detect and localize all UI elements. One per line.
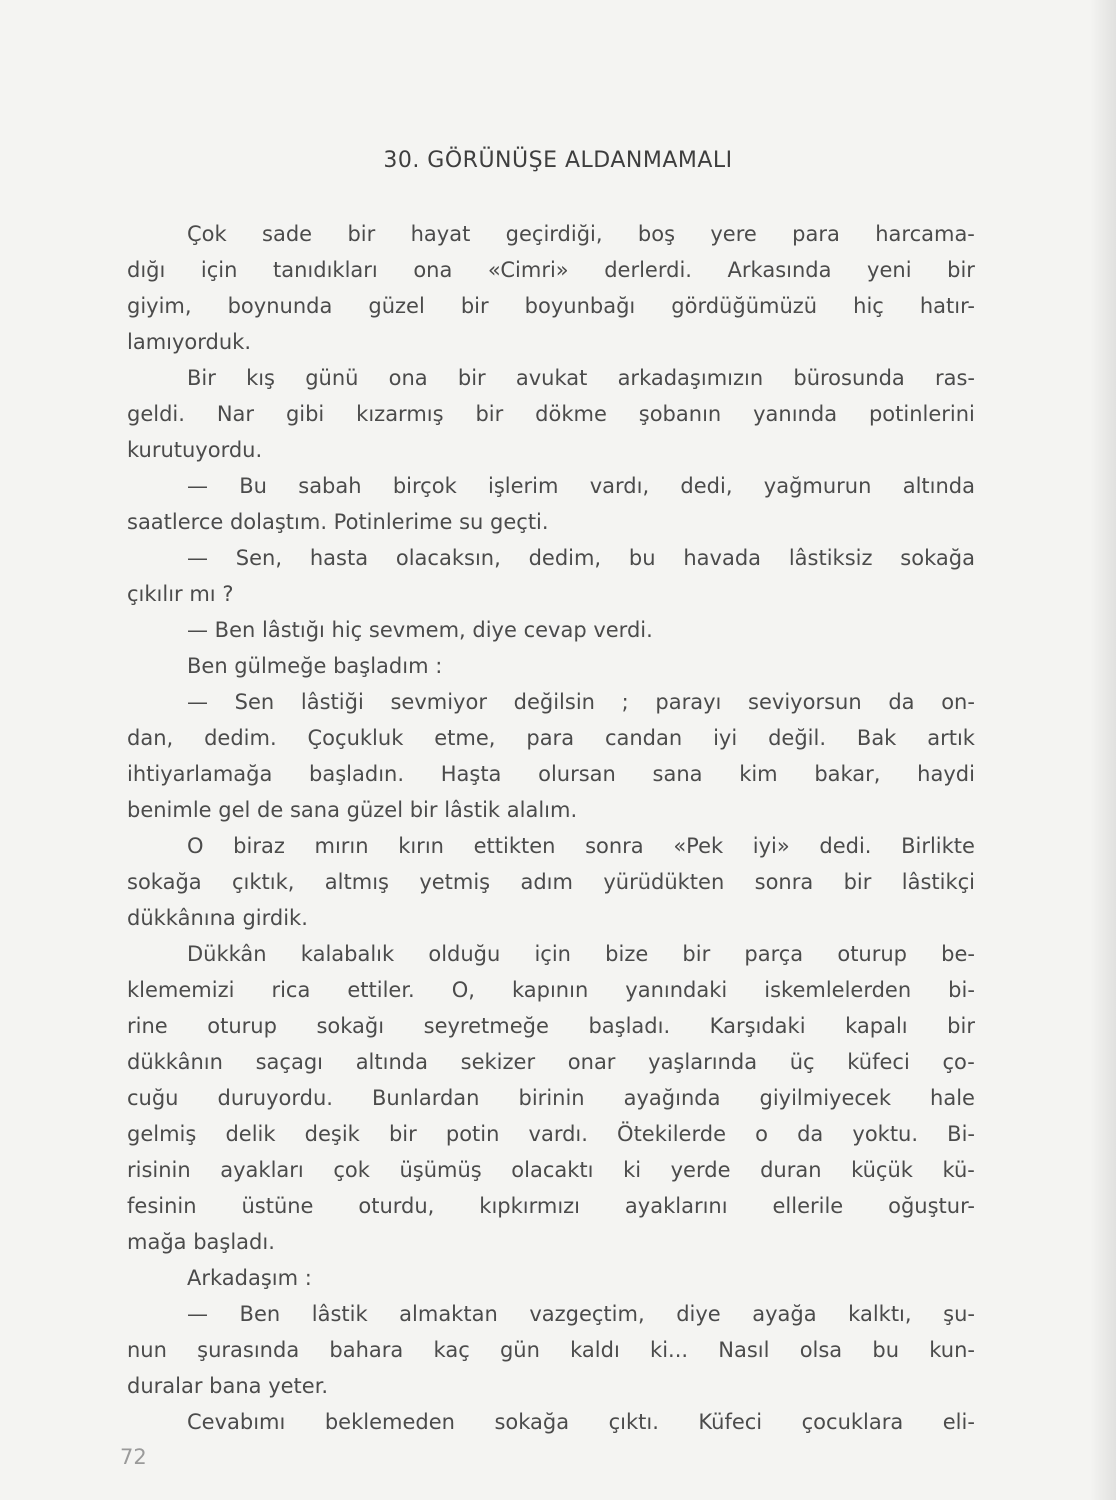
word: Birlikte: [901, 834, 975, 858]
word: olsa: [799, 1338, 843, 1362]
word: ihtiyarlamağa: [127, 762, 273, 786]
word: deşik: [304, 1122, 360, 1146]
word: hale: [930, 1086, 975, 1110]
word: ço-: [942, 1050, 975, 1074]
word: işlerim: [488, 474, 559, 498]
word: biraz: [233, 834, 285, 858]
word: bir: [843, 870, 872, 894]
word: geldi.: [127, 402, 185, 426]
word: yanındaki: [625, 978, 728, 1002]
word: klememizi: [127, 978, 235, 1002]
word: Bi-: [947, 1122, 975, 1146]
word: günü: [305, 366, 359, 390]
text-line: [127, 684, 975, 720]
word: altmış: [324, 870, 389, 894]
word: şu-: [943, 1302, 975, 1326]
word: sekizer: [460, 1050, 536, 1074]
word: sana: [652, 762, 703, 786]
word: da: [797, 1122, 824, 1146]
word: giyilmiyecek: [759, 1086, 892, 1110]
word: yanında: [753, 402, 838, 426]
word: yoktu.: [852, 1122, 919, 1146]
text-line: [127, 828, 975, 864]
word: bu: [628, 546, 656, 570]
text-line: [127, 540, 975, 576]
word: avukat: [515, 366, 588, 390]
text-line: çıkılır mı ?: [127, 582, 234, 606]
word: kü-: [942, 1158, 975, 1182]
word: lâstik: [311, 1302, 368, 1326]
word: vardı.: [528, 1122, 588, 1146]
word: kapalı: [845, 1014, 908, 1038]
word: eli-: [942, 1410, 975, 1434]
word: Sen: [234, 690, 275, 714]
word: mırın: [314, 834, 369, 858]
word: potinlerini: [868, 402, 975, 426]
word: hatır-: [919, 294, 975, 318]
word: dedim.: [204, 726, 277, 750]
word: kapının: [511, 978, 589, 1002]
text-line: dükkânına girdik.: [127, 906, 308, 930]
text-line: [127, 864, 975, 900]
word: sabah: [298, 474, 362, 498]
word: adım: [520, 870, 573, 894]
word: potin: [445, 1122, 500, 1146]
word: beklemeden: [324, 1410, 455, 1434]
word: kun-: [929, 1338, 975, 1362]
word: ayağında: [623, 1086, 721, 1110]
word: saçagı: [255, 1050, 323, 1074]
text-line: — Ben lâstığı hiç sevmem, diye cevap verdi.: [187, 618, 653, 642]
word: yere: [710, 222, 757, 246]
word: —: [187, 1302, 208, 1326]
word: kış: [246, 366, 275, 390]
word: harcama-: [875, 222, 975, 246]
word: bürosunda: [793, 366, 905, 390]
word: bakar,: [814, 762, 881, 786]
word: ayakları: [220, 1158, 304, 1182]
word: bize: [605, 942, 649, 966]
word: vardı,: [589, 474, 650, 498]
word: gördüğümüzü: [671, 294, 818, 318]
word: Bak: [856, 726, 897, 750]
word: vazgeçtim,: [529, 1302, 645, 1326]
word: hayat: [410, 222, 471, 246]
word: Sen,: [235, 546, 283, 570]
word: kıpkırmızı: [479, 1194, 581, 1218]
word: Çok: [187, 222, 227, 246]
word: dedim,: [528, 546, 602, 570]
word: «Cimri»: [487, 258, 569, 282]
text-line: benimle gel de sana güzel bir lâstik alalım.: [127, 798, 578, 822]
word: bir: [475, 402, 504, 426]
word: yağmurun: [763, 474, 872, 498]
word: ellerile: [772, 1194, 844, 1218]
word: hasta: [309, 546, 369, 570]
word: derlerdi.: [604, 258, 692, 282]
text-line: [127, 360, 975, 396]
word: oğuştur-: [888, 1194, 975, 1218]
word: para: [792, 222, 840, 246]
word: lâstiği: [300, 690, 364, 714]
word: oturdu,: [358, 1194, 435, 1218]
word: «Pek: [673, 834, 724, 858]
word: değilsin: [513, 690, 595, 714]
word: küfeci: [847, 1050, 910, 1074]
text-line: [127, 1296, 975, 1332]
text-line: [127, 1332, 975, 1368]
text-line: Ben gülmeğe başladım :: [187, 654, 443, 678]
word: candan: [604, 726, 683, 750]
word: gibi: [285, 402, 325, 426]
word: rine: [127, 1014, 168, 1038]
word: —: [187, 690, 208, 714]
word: Bunlardan: [371, 1086, 480, 1110]
word: para: [526, 726, 575, 750]
text-line: lamıyorduk.: [127, 330, 252, 354]
word: duruyordu.: [217, 1086, 333, 1110]
word: dedi,: [680, 474, 733, 498]
word: Ben: [239, 1302, 281, 1326]
word: boş: [637, 222, 676, 246]
word: Dükkân: [187, 942, 267, 966]
word: Nasıl: [718, 1338, 770, 1362]
word: Ötekilerde: [617, 1122, 726, 1146]
word: sokağa: [494, 1410, 570, 1434]
word: ettikten: [473, 834, 556, 858]
word: ona: [413, 258, 453, 282]
text-line: [127, 1044, 975, 1080]
page-number: 72: [120, 1445, 147, 1469]
text-line: saatlerce dolaştım. Potinlerime su geçti.: [127, 510, 549, 534]
word: dığı: [127, 258, 166, 282]
word: delik: [225, 1122, 276, 1146]
chapter-title: 30. GÖRÜNÜŞE ALDANMAMALI: [383, 148, 733, 173]
word: yeni: [867, 258, 912, 282]
word: birçok: [392, 474, 457, 498]
word: seviyorsun: [748, 690, 862, 714]
text-line: [127, 756, 975, 792]
word: diye: [676, 1302, 721, 1326]
word: dökme: [535, 402, 607, 426]
word: iskemlelerden: [764, 978, 912, 1002]
word: sokağa: [127, 870, 202, 894]
word: sonra: [585, 834, 644, 858]
word: havada: [683, 546, 762, 570]
word: sokağa: [900, 546, 975, 570]
word: be-: [941, 942, 975, 966]
word: başladı.: [588, 1014, 671, 1038]
word: kalabalık: [300, 942, 395, 966]
word: boynunda: [227, 294, 333, 318]
word: çıktık,: [232, 870, 295, 894]
word: olursan: [538, 762, 616, 786]
word: ki...: [650, 1338, 689, 1362]
word: seyretmeğe: [423, 1014, 549, 1038]
text-line: mağa başladı.: [127, 1230, 275, 1254]
word: başladın.: [309, 762, 405, 786]
word: iyi: [713, 726, 738, 750]
word: bir: [682, 942, 711, 966]
word: —: [187, 546, 208, 570]
word: sevmiyor: [390, 690, 487, 714]
word: üşümüş: [399, 1158, 482, 1182]
text-line: [127, 972, 975, 1008]
text-line: [127, 1404, 975, 1440]
word: olacaksın,: [395, 546, 501, 570]
text-line: [127, 1008, 975, 1044]
word: ki: [623, 1158, 642, 1182]
word: çıktı.: [608, 1410, 659, 1434]
word: giyim,: [127, 294, 192, 318]
text-line: [127, 288, 975, 324]
word: bir: [457, 366, 486, 390]
word: Haşta: [440, 762, 502, 786]
body-text: [127, 216, 975, 1440]
word: ettiler.: [347, 978, 415, 1002]
word: olduğu: [428, 942, 501, 966]
word: dükkânın: [127, 1050, 223, 1074]
word: Küfeci: [698, 1410, 763, 1434]
word: risinin: [127, 1158, 191, 1182]
word: nun: [127, 1338, 167, 1362]
word: kırın: [398, 834, 444, 858]
word: bahara: [329, 1338, 404, 1362]
word: geçirdiği,: [505, 222, 603, 246]
word: sokağı: [316, 1014, 385, 1038]
word: haydi: [917, 762, 975, 786]
word: yaşlarında: [648, 1050, 758, 1074]
word: Bir: [187, 366, 216, 390]
word: almaktan: [399, 1302, 498, 1326]
word: bu: [872, 1338, 900, 1362]
word: bir: [947, 258, 975, 282]
text-line: [127, 468, 975, 504]
word: bir: [388, 1122, 417, 1146]
word: etme,: [434, 726, 496, 750]
word: için: [200, 258, 238, 282]
text-line: [127, 1116, 975, 1152]
word: o: [755, 1122, 768, 1146]
word: parça: [744, 942, 804, 966]
text-line: [127, 720, 975, 756]
word: Karşıdaki: [709, 1014, 806, 1038]
word: değil.: [768, 726, 827, 750]
word: için: [534, 942, 571, 966]
word: duran: [760, 1158, 822, 1182]
text-line: duralar bana yeter.: [127, 1374, 329, 1398]
word: dedi.: [819, 834, 872, 858]
text-line: [127, 216, 975, 252]
word: O: [187, 834, 204, 858]
word: Nar: [216, 402, 255, 426]
word: hiç: [853, 294, 884, 318]
word: oturup: [837, 942, 908, 966]
word: kalktı,: [848, 1302, 912, 1326]
word: olacaktı: [511, 1158, 594, 1182]
word: şurasında: [197, 1338, 300, 1362]
word: altında: [355, 1050, 428, 1074]
word: yürüdükten: [603, 870, 725, 894]
word: on-: [941, 690, 975, 714]
word: kim: [739, 762, 778, 786]
page-edge-shadow: [1090, 0, 1116, 1500]
word: bir: [460, 294, 489, 318]
word: şobanın: [638, 402, 722, 426]
word: da: [888, 690, 915, 714]
word: kaç: [433, 1338, 470, 1362]
word: rica: [271, 978, 311, 1002]
text-line: Arkadaşım :: [187, 1266, 312, 1290]
word: yerde: [670, 1158, 731, 1182]
word: parayı: [655, 690, 722, 714]
text-line: [127, 1080, 975, 1116]
word: kaldı: [570, 1338, 620, 1362]
word: ;: [621, 690, 629, 714]
word: birinin: [518, 1086, 585, 1110]
word: Cevabımı: [187, 1410, 286, 1434]
word: —: [187, 474, 208, 498]
word: sade: [262, 222, 313, 246]
word: fesinin: [127, 1194, 197, 1218]
text-line: kurutuyordu.: [127, 438, 263, 462]
word: boyunbağı: [524, 294, 636, 318]
word: onar: [567, 1050, 616, 1074]
word: kızarmış: [356, 402, 444, 426]
word: dan,: [127, 726, 174, 750]
text-line: [127, 252, 975, 288]
word: bir: [347, 222, 376, 246]
word: çocuklara: [801, 1410, 904, 1434]
word: altında: [902, 474, 975, 498]
word: bir: [947, 1014, 975, 1038]
word: yetmiş: [419, 870, 491, 894]
word: bi-: [948, 978, 975, 1002]
word: üstüne: [241, 1194, 314, 1218]
word: Bu: [239, 474, 267, 498]
word: tanıdıkları: [273, 258, 378, 282]
word: iyi»: [752, 834, 790, 858]
word: küçük: [851, 1158, 913, 1182]
text-line: [127, 1152, 975, 1188]
word: artık: [927, 726, 975, 750]
word: güzel: [368, 294, 425, 318]
word: üç: [789, 1050, 815, 1074]
word: cuğu: [127, 1086, 179, 1110]
word: lâstiksiz: [788, 546, 873, 570]
word: gün: [499, 1338, 540, 1362]
word: ayaklarını: [624, 1194, 728, 1218]
word: Arkasında: [727, 258, 832, 282]
word: ras-: [934, 366, 975, 390]
word: lâstikçi: [901, 870, 975, 894]
word: çok: [333, 1158, 370, 1182]
text-line: [127, 1188, 975, 1224]
text-line: [127, 936, 975, 972]
word: oturup: [207, 1014, 277, 1038]
word: Çoçukluk: [307, 726, 404, 750]
word: arkadaşımızın: [617, 366, 764, 390]
word: sonra: [754, 870, 814, 894]
word: O,: [451, 978, 475, 1002]
word: gelmiş: [127, 1122, 197, 1146]
word: ayağa: [752, 1302, 817, 1326]
word: ona: [388, 366, 428, 390]
text-line: [127, 396, 975, 432]
